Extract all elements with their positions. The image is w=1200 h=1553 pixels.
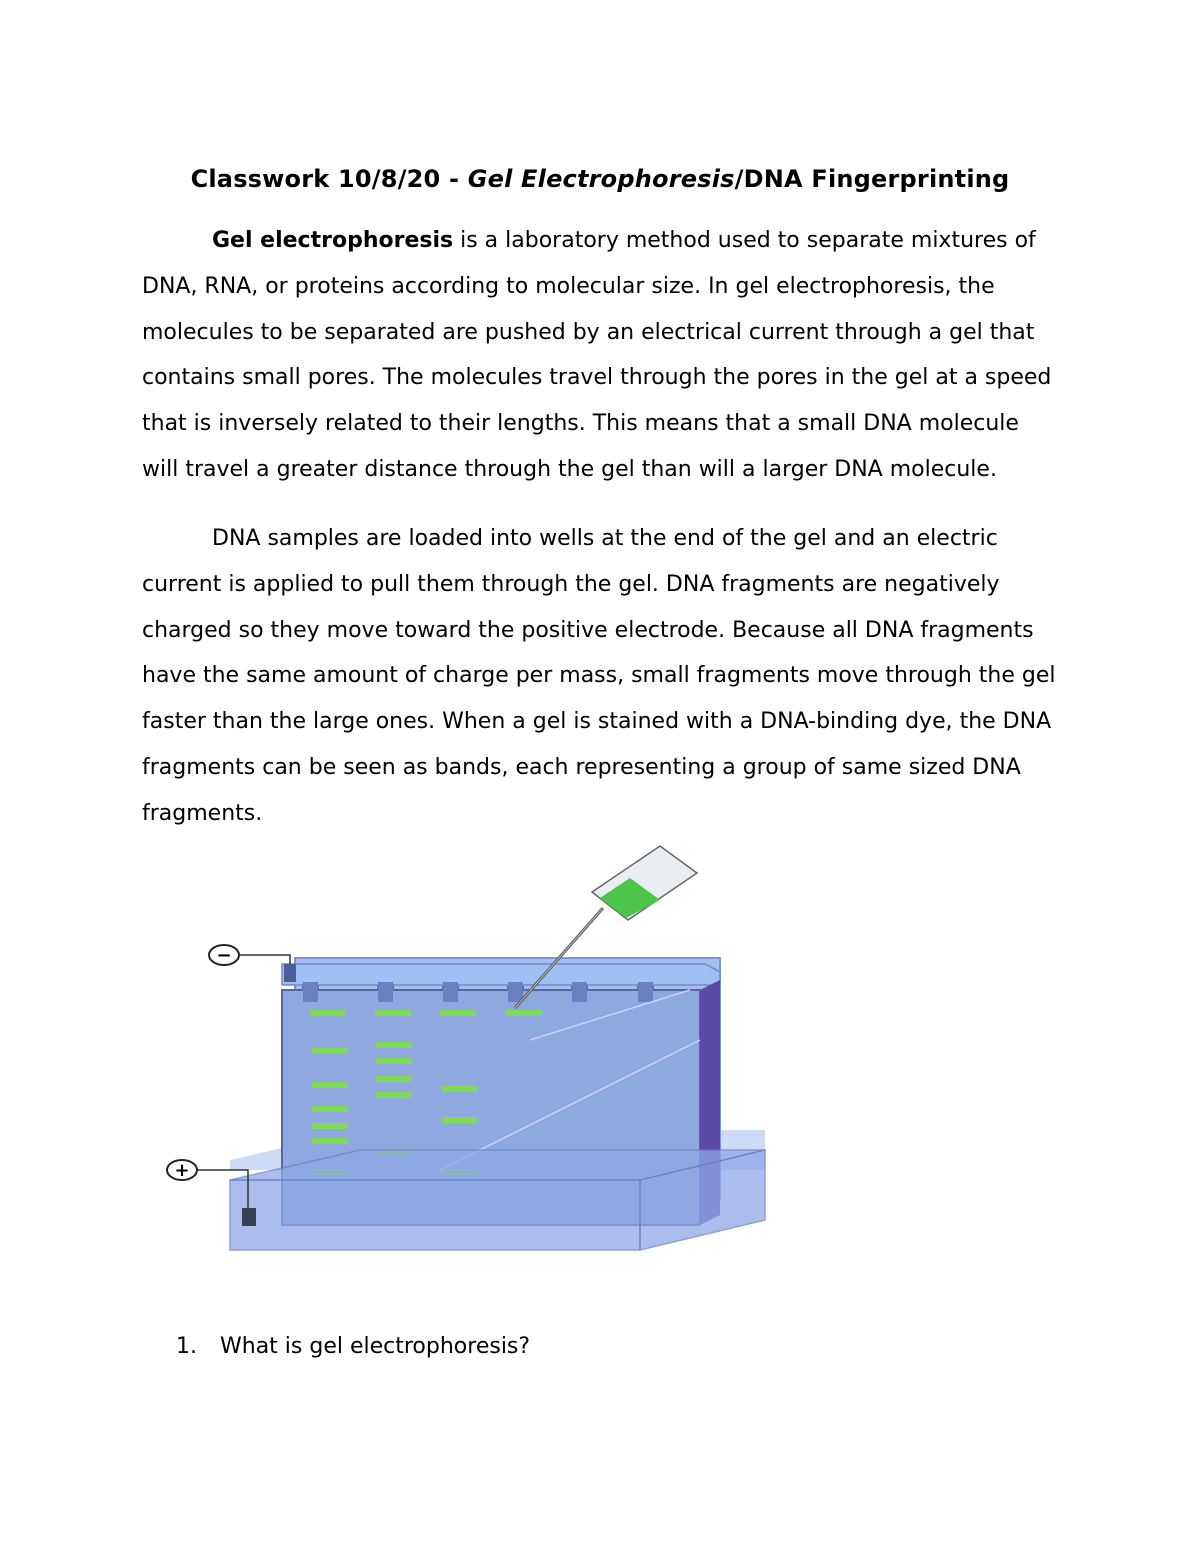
- dna-band: [376, 1058, 412, 1064]
- title-suffix: /DNA Fingerprinting: [734, 165, 1010, 193]
- well: [508, 982, 523, 1002]
- well: [303, 982, 318, 1002]
- well: [443, 982, 458, 1002]
- well: [378, 982, 393, 1002]
- well-sample: [506, 1010, 542, 1016]
- paragraph-procedure: [142, 516, 1062, 837]
- paragraph-line: that is inversely related to their lengths. This means that a small DNA molecule: [142, 411, 1019, 437]
- title-italic: Gel Electrophoresis: [467, 165, 735, 193]
- paragraph-line: DNA samples are loaded into wells at the end of the gel and an electric: [212, 526, 998, 551]
- dna-band: [312, 1138, 348, 1144]
- dna-band: [376, 1076, 412, 1082]
- buffer-tank: [230, 1150, 765, 1250]
- paragraph-line: charged so they move toward the positive electrode. Because all DNA fragments: [142, 617, 1034, 643]
- dna-band: [312, 1048, 348, 1054]
- paragraph-line: contains small pores. The molecules travel through the pores in the gel at a speed: [142, 365, 1052, 391]
- paragraph-line: [142, 218, 1062, 264]
- term-gel-electrophoresis: Gel electrophoresis: [212, 228, 454, 253]
- paragraph-line: current is applied to pull them through the gel. DNA fragments are negatively: [142, 571, 1000, 597]
- well-sample: [310, 1010, 346, 1016]
- dna-band: [442, 1086, 478, 1092]
- paragraph-line: molecules to be separated are pushed by an electrical current through a gel that: [142, 319, 1035, 345]
- negative-symbol: −: [216, 945, 232, 966]
- paragraph-line: fragments.: [142, 800, 263, 826]
- paragraph-text: is a laboratory method used to separate mixtures of: [453, 228, 1036, 253]
- title-prefix: Classwork 10/8/20 -: [190, 165, 468, 193]
- dna-band: [442, 1117, 478, 1123]
- gel-top-plate: [282, 964, 720, 985]
- paragraph-line: DNA, RNA, or proteins according to molecular size. In gel electrophoresis, the: [142, 273, 995, 299]
- dna-band: [312, 1082, 348, 1088]
- diagram-svg: [160, 840, 780, 1270]
- positive-electrode: [242, 1208, 256, 1226]
- well: [638, 982, 653, 1002]
- question-number: 1.: [176, 1334, 197, 1359]
- positive-symbol: +: [174, 1160, 190, 1181]
- question-text: What is gel electrophoresis?: [220, 1334, 531, 1359]
- dna-band: [376, 1092, 412, 1098]
- negative-electrode: [284, 964, 296, 982]
- paragraph-line: will travel a greater distance through the gel than will a larger DNA molecule.: [142, 456, 997, 482]
- gel-electrophoresis-diagram: [160, 840, 780, 1270]
- question-1: [176, 1334, 530, 1359]
- paragraph-line: have the same amount of charge per mass, small fragments move through the gel: [142, 663, 1056, 689]
- well-sample: [375, 1010, 411, 1016]
- pipette-body: [592, 846, 697, 920]
- dna-band: [376, 1042, 412, 1048]
- dna-band: [312, 1106, 348, 1112]
- dna-band: [312, 1123, 348, 1129]
- well: [572, 982, 587, 1002]
- page-title: [0, 165, 1200, 193]
- paragraph-line: faster than the large ones. When a gel is stained with a DNA-binding dye, the DNA: [142, 709, 1052, 735]
- paragraph-line: fragments can be seen as bands, each representing a group of same sized DNA: [142, 754, 1021, 780]
- paragraph-definition: [142, 218, 1062, 493]
- negative-wire: [238, 955, 290, 964]
- well-sample: [440, 1010, 476, 1016]
